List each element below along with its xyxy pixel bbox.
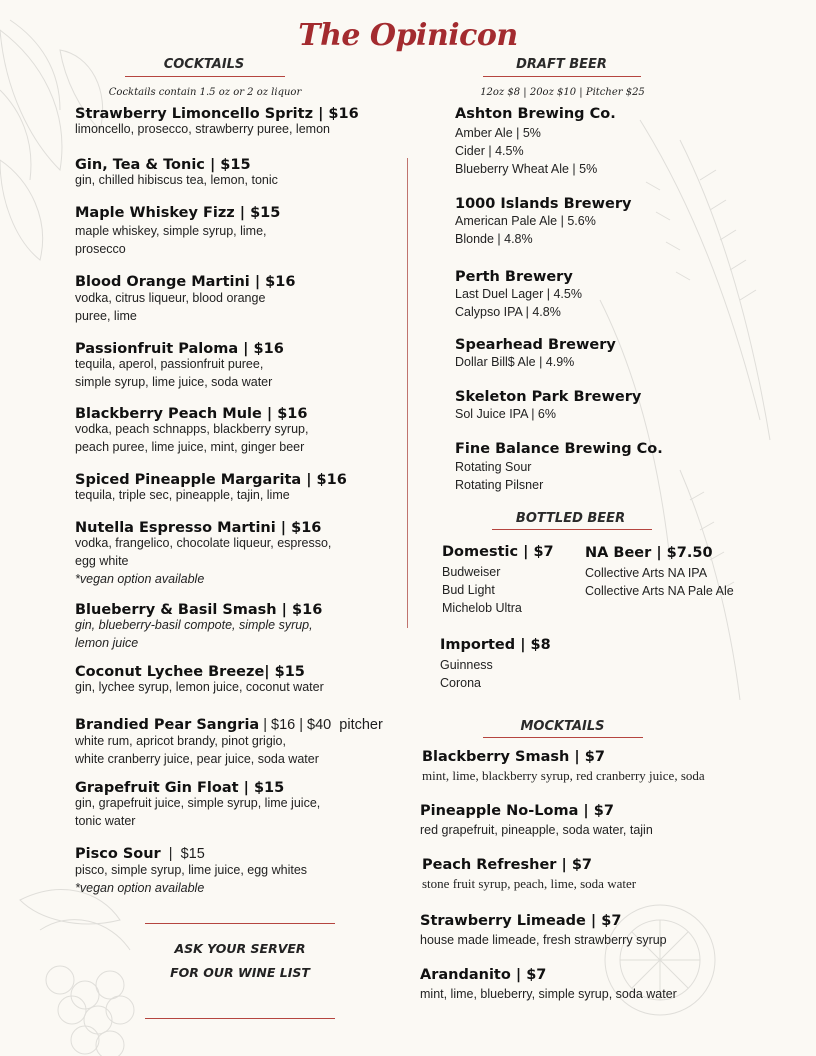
cocktail-name: Grapefruit Gin Float | $15 [75,780,285,796]
cocktail-item [75,520,331,588]
column-divider [407,158,408,628]
brewery-name: Fine Balance Brewing Co. [455,441,663,457]
brewery-block [455,337,616,371]
mocktail-item [420,913,667,949]
wine-rule-top [145,923,335,924]
mocktail-name: Strawberry Limeade | $7 [420,913,622,929]
cocktail-desc: gin, blueberry-basil compote, simple syrup, [75,618,313,632]
cocktail-note: *vegan option available [75,881,205,895]
mocktails-heading-rule [483,737,643,738]
cocktail-item [75,780,320,830]
cocktail-desc: lemon juice [75,636,139,650]
cocktail-desc: egg white [75,554,129,568]
mocktail-desc: mint, lime, blueberry, simple syrup, soda water [420,987,677,1001]
cocktail-desc: pisco, simple syrup, lime juice, egg whites [75,863,308,877]
beer-item: Last Duel Lager | 4.5% [455,287,582,301]
cocktail-item [75,274,295,325]
mocktail-item [422,749,705,784]
beer-item: Guinness [440,658,493,672]
cocktail-name: Coconut Lychee Breeze| $15 [75,664,305,680]
mocktail-item [420,803,653,839]
bottled-imported [440,637,551,692]
cocktails-heading-rule [125,76,285,77]
cocktail-name: Passionfruit Paloma | $16 [75,341,284,357]
wine-line-2: FOR OUR WINE LIST [170,965,310,980]
brewery-block [455,196,631,248]
mocktails-heading: MOCKTAILS [520,719,605,734]
cocktail-name: Spiced Pineapple Margarita | $16 [75,472,347,488]
bottled-category-name: NA Beer | $7.50 [585,545,713,561]
brewery-name: Ashton Brewing Co. [455,106,616,122]
mocktail-desc: mint, lime, blackberry syrup, red cranberry juice, soda [422,768,705,783]
brewery-block [455,389,641,423]
wine-line-1: ASK YOUR SERVER [174,941,306,956]
cocktail-item [75,664,324,696]
mocktail-item [422,857,636,892]
cocktail-desc: maple whiskey, simple syrup, lime, [75,224,267,238]
brewery-name: Spearhead Brewery [455,337,616,353]
cocktail-name: Blueberry & Basil Smash | $16 [75,602,323,618]
cocktail-item [75,406,308,456]
bottled-domestic [442,544,554,617]
mocktail-item [420,967,677,1003]
cocktail-name: Nutella Espresso Martini | $16 [75,520,322,536]
cocktail-item [75,106,359,138]
beer-item: American Pale Ale | 5.6% [455,214,596,228]
cocktail-name: Strawberry Limoncello Spritz | $16 [75,106,359,122]
wine-rule-bottom [145,1018,335,1019]
beer-item: Bud Light [442,583,495,597]
beer-item: Blonde | 4.8% [455,232,533,246]
cocktail-name: Maple Whiskey Fizz | $15 [75,205,281,221]
brewery-name: Perth Brewery [455,269,573,285]
draft-beer-heading: DRAFT BEER [516,57,607,72]
brewery-block [455,269,582,321]
mocktail-name: Peach Refresher | $7 [422,857,593,873]
cocktail-desc: simple syrup, lime juice, soda water [75,375,273,389]
brewery-block [455,441,663,494]
cocktail-name: Pisco Sour [75,846,161,862]
cocktail-item [75,602,322,652]
beer-item: Rotating Pilsner [455,478,544,492]
mocktail-desc: red grapefruit, pineapple, soda water, tajin [420,823,653,837]
beer-item: Calypso IPA | 4.8% [455,305,561,319]
cocktail-note: *vegan option available [75,572,205,586]
bottled-beer-heading: BOTTLED BEER [515,511,626,526]
cocktail-desc: tequila, aperol, passionfruit puree, [75,357,264,371]
mocktail-desc: house made limeade, fresh strawberry syrup [420,933,667,947]
cocktails-heading: COCKTAILS [163,57,245,72]
cocktail-item [75,341,284,391]
mocktail-name: Arandanito | $7 [420,967,547,983]
cocktail-desc: prosecco [75,242,126,256]
cocktail-desc: vodka, peach schnapps, blackberry syrup, [75,422,309,436]
brewery-block [455,106,616,178]
mocktail-name: Blackberry Smash | $7 [422,749,605,765]
bottled-na [585,545,734,600]
cocktails-note: Cocktails contain 1.5 oz or 2 oz liquor [108,87,302,98]
cocktail-name: Blackberry Peach Mule | $16 [75,406,308,422]
bottled-heading-rule [492,529,652,530]
beer-item: Corona [440,676,481,690]
beer-item: Collective Arts NA Pale Ale [585,584,734,598]
cocktail-desc: white rum, apricot brandy, pinot grigio, [75,734,286,748]
beer-item: Michelob Ultra [442,601,522,615]
cocktail-item [75,205,280,258]
cocktail-name: Blood Orange Martini | $16 [75,274,296,290]
wine-list-note [140,937,340,985]
cocktail-price: | $16 | $40 pitcher [259,717,383,733]
beer-item: Rotating Sour [455,460,532,474]
cocktail-desc: vodka, citrus liqueur, blood orange [75,291,266,305]
cocktail-item [75,472,347,504]
cocktail-desc: peach puree, lime juice, mint, ginger beer [75,440,305,454]
cocktail-item [75,157,278,189]
cocktail-desc: limoncello, prosecco, strawberry puree, lemon [75,122,330,136]
beer-item: Budweiser [442,565,501,579]
cocktail-desc: puree, lime [75,309,137,323]
cocktail-desc: vodka, frangelico, chocolate liqueur, espresso, [75,536,332,550]
brand-logo: The Opinicon [298,18,518,53]
bottled-category-name: Imported | $8 [440,637,551,653]
cocktail-desc: white cranberry juice, pear juice, soda water [75,752,319,766]
beer-item: Sol Juice IPA | 6% [455,407,556,421]
cocktail-desc: tequila, triple sec, pineapple, tajin, lime [75,488,290,502]
cocktail-item [75,845,307,897]
cocktail-desc: gin, grapefruit juice, simple syrup, lime juice, [75,796,321,810]
beer-item: Blueberry Wheat Ale | 5% [455,162,598,176]
beer-item: Collective Arts NA IPA [585,566,708,580]
draft-heading-rule [483,76,641,77]
beer-item: Cider | 4.5% [455,144,524,158]
brewery-name: 1000 Islands Brewery [455,196,632,212]
bottled-category-name: Domestic | $7 [442,544,554,560]
cocktail-desc: tonic water [75,814,136,828]
cocktail-desc: gin, chilled hibiscus tea, lemon, tonic [75,173,278,187]
mocktail-name: Pineapple No-Loma | $7 [420,803,614,819]
beer-item: Dollar Bill$ Ale | 4.9% [455,355,575,369]
beer-item: Amber Ale | 5% [455,126,541,140]
grapes-illustration-bottomleft [20,890,134,1056]
draft-beer-note: 12oz $8 | 20oz $10 | Pitcher $25 [480,87,645,98]
brewery-name: Skeleton Park Brewery [455,389,642,405]
cocktail-item [75,716,383,768]
cocktail-desc: gin, lychee syrup, lemon juice, coconut water [75,680,324,694]
cocktail-price: | $15 [160,846,205,862]
cocktail-name: Gin, Tea & Tonic | $15 [75,157,251,173]
mocktail-desc: stone fruit syrup, peach, lime, soda water [422,876,637,891]
cocktail-name: Brandied Pear Sangria [75,717,260,733]
